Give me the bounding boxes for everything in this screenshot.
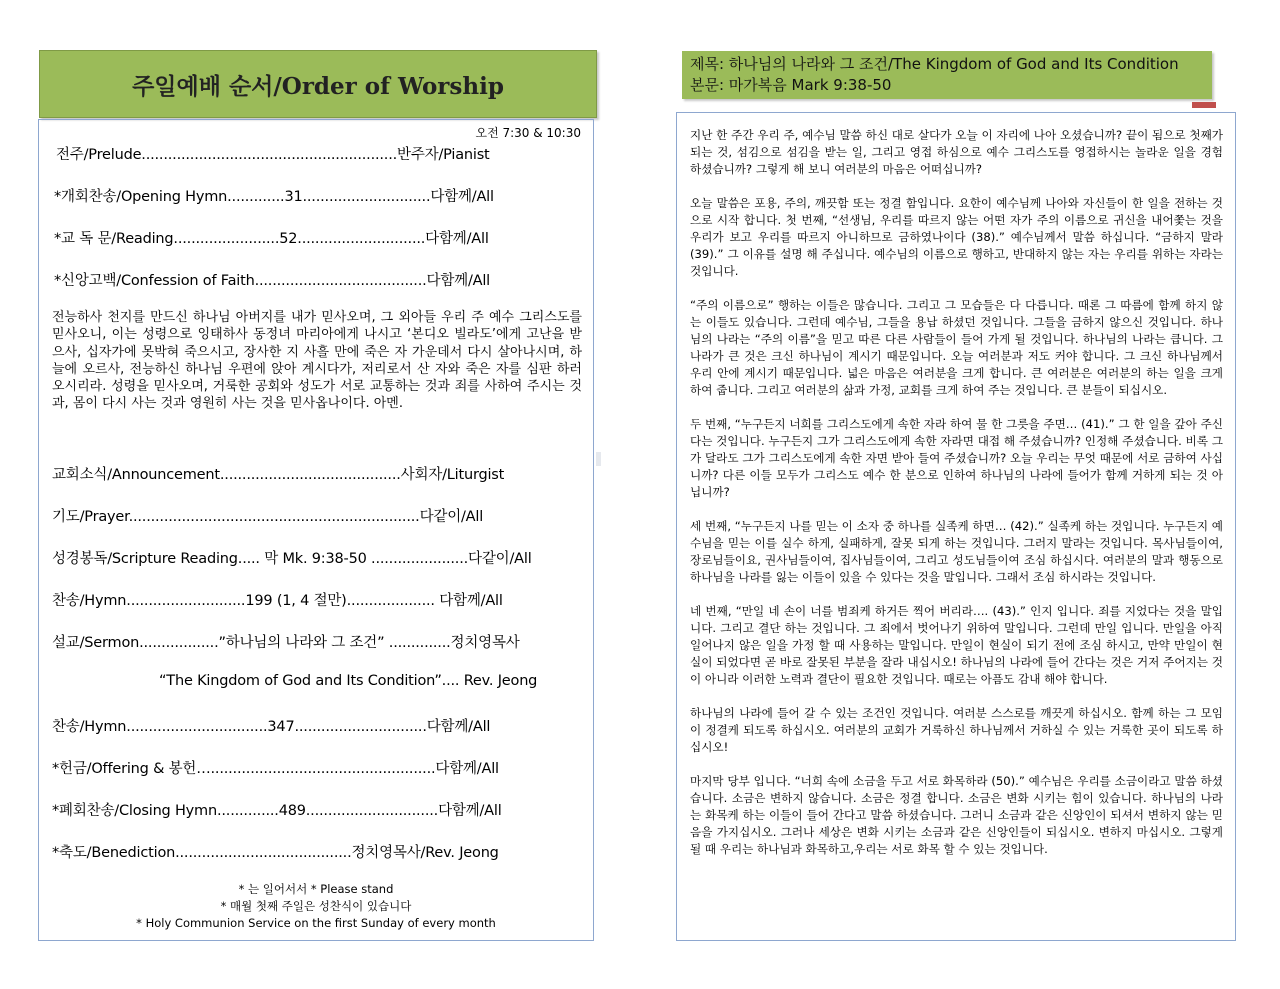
service-times: 오전 7:30 & 10:30 (475, 126, 581, 140)
order-item-benediction (52, 841, 499, 862)
order-item-leader: 정치영목사 (450, 635, 520, 651)
order-item-text: 성경봉독/Scripture Reading..... 막 Mk. 9:38-50 ...................... (52, 551, 469, 567)
order-item-confession (54, 269, 490, 290)
order-item-leader: 다함께/All (438, 803, 502, 819)
order-item-text: 찬송/Hymn...........................199 (1, 4 절만).................... (52, 593, 435, 609)
order-item-scripture (52, 547, 532, 568)
order-title: 주일예배 순서/Order of Worship (132, 72, 504, 100)
order-item-text: *교 독 문/Reading........................52............................. (54, 231, 426, 247)
sermon-paragraph-1: 지난 한 주간 우리 주, 예수님 말씀 하신 대로 살다가 오늘 이 자리에 나아 오셨습니까? 끝이 됨으로 첫째가 되는 것, 섬김으로 섬김을 받는 일, 그리고 영접 하심으로 예수 그리스도를 영접하시는 놀라운 일을 경험 하셨습니까? 그렇게 해 보니 여러분의 마음은 어떠십니까? (690, 128, 1223, 176)
sermon-paragraph-7: 하나님의 나라에 들어 갈 수 있는 조건인 것입니다. 여러분 스스로를 깨끗게 하십시오. 함께 하는 그 모임이 정결케 되도록 하십시오. 여러분의 교회가 거룩하신 하나님께서 거하실 수 있는 거룩한 곳이 되도록 하십시오! (690, 706, 1223, 754)
footnotes (39, 881, 593, 932)
sermon-title-line: 제목: 하나님의 나라와 그 조건/The Kingdom of God and Its Condition (690, 55, 1179, 73)
order-item-text: 설교/Sermon..................”하나님의 나라와 그 조건” .............. (52, 635, 451, 651)
order-item-leader: 다같이/All (419, 509, 484, 525)
order-item-leader: 정치영목사/Rev. Jeong (351, 845, 499, 861)
sermon-paragraph-2: 오늘 말씀은 포용, 주의, 깨끗함 또는 정결 함입니다. 요한이 예수님께 나아와 자신들이 한 일을 전하는 것으로 시작 합니다. 첫 번째, “선생님, 우리를 따르지 않는 어떤 자가 주의 이름으로 귀신을 내어쫓는 것을 우리가 보고 우리를 따르지 아니하므로 금하였나이다 (38).” 예수님께서 말씀 하십니다. “금하지 말라 (39).” 그 이유를 설명 해 주십니다. 예수님의 이름으로 행하고, 반대하지 않는 자는 우리를 위하는 자라는 것입니다. (690, 196, 1223, 278)
order-item-leader: 다함께/All (434, 593, 503, 609)
order-item-leader: 다함께/All (425, 231, 489, 247)
sermon-english-title: “The Kingdom of God and Its Condition”.... Rev. Jeong (159, 673, 538, 689)
order-item-text: 전주/Prelude.......................................................... (56, 147, 398, 163)
footnote-communion-ko: * 매월 첫째 주일은 성찬식이 있습니다 (220, 899, 412, 913)
order-item-opening-hymn (54, 185, 494, 206)
order-item-hymn (52, 589, 503, 610)
footnote-communion-en: * Holy Communion Service on the first Sunday of every month (136, 916, 496, 930)
order-item-leader: 사회자/Liturgist (400, 467, 505, 483)
order-item-leader: 다함께/All (426, 273, 491, 289)
order-item-text: *축도/Benediction........................................ (52, 845, 352, 861)
order-item-text: *헌금/Offering & 봉헌…................................................... (52, 761, 436, 777)
order-item-text: *신앙고백/Confession of Faith....................................... (54, 273, 427, 289)
accent-mark (1192, 102, 1216, 108)
order-item-leader: 반주자/Pianist (397, 147, 490, 163)
sermon-scripture-line: 본문: 마가복음 Mark 9:38-50 (690, 76, 892, 94)
order-item-text: *폐회찬송/Closing Hymn..............489.............................. (52, 803, 439, 819)
order-item-prayer (52, 505, 483, 526)
sermon-paragraph-5: 세 번째, “누구든지 나를 믿는 이 소자 중 하나를 실족케 하면… (42).” 실족케 하는 것입니다. 누구든지 예수님을 믿는 이를 실수 하게, 실패하게, 잘못 되게 하는 것입니다. 그러지 말라는 것입니다. 목사님들이여, 장로님들이요, 권사님들이여, 집사님들이여, 그리고 성도님들이여 조심 하십시다. 여러분의 말과 행동으로 하나님을 나라를 잃는 이들이 있을 수 있다는 것을 말입니다. 그래서 조심 하시라는 것입니다. (690, 519, 1223, 584)
sermon-paragraph-4: 두 번째, “누구든지 너희를 그리스도에게 속한 자라 하여 물 한 그릇을 주면… (41).” 그 한 일을 갚아 주신다는 것입니다. 누구든지 그가 그리스도에게 속한 자라면 대접 해 주셨습니까? 인정해 주셨습니다. 비록 그가 달라도 그가 그리스도에게 속한 자면 받아 들여 주셨습니까? 오늘 우리는 무엇 때문에 서로 금하여 사십니까? 다른 이들 모두가 그리스도 예수 한 분으로 인하여 하나님의 나라에 들어가 함께 거하게 되는 것 아닙니까? (690, 417, 1223, 499)
order-item-text: 찬송/Hymn................................347.............................. (52, 719, 427, 735)
order-item-text: *개회찬송/Opening Hymn.............31............................. (54, 189, 431, 205)
order-item-offering (52, 757, 499, 778)
order-item-leader: 다함께/All (435, 761, 499, 777)
sermon-paragraph-8: 마지막 당부 입니다. “너희 속에 소금을 두고 서로 화목하라 (50).” 예수님은 우리를 소금이라고 말씀 하셨습니다. 소금은 변하지 않습니다. 소금은 정결 합니다. 소금은 변화 시키는 힘이 있습니다. 하나님의 나라는 화목케 하는 이들이 들어 간다고 말씀 하셨습니다. 그러니 소금과 같은 신앙인이 되셔서 변하지 않는 믿음을 가지십시오. 그러나 세상은 변화 시키는 소금과 같은 신앙인들이 되십시오. 변하지 마십시오. 그렇게 될 때 우리는 하나님과 화목하고,우리는 서로 화목 할 수 있는 것입니다. (690, 774, 1223, 856)
sermon-header (682, 51, 1212, 99)
page-gutter-mark (596, 452, 601, 466)
order-item-closing-hymn (52, 799, 502, 820)
footnote-stand: * 는 일어서서 * Please stand (238, 882, 394, 896)
order-of-worship-panel (38, 119, 594, 941)
apostles-creed-text: 전능하사 천지를 만드신 하나님 아버지를 내가 믿사오며, 그 외아들 우리 주 예수 그리스도를 믿사오니, 이는 성령으로 잉태하사 동정녀 마리아에게 나시고 ‘본디오 빌라도’에게 고난을 받으사, 십자가에 못박혀 죽으시고, 장사한 지 사흘 만에 죽은 자 가운데서 다시 살아나시며, 하늘에 오르사, 전능하신 하나님 우편에 앉아 계시다가, 저리로서 산 자와 죽은 자를 심판 하러 오시리라. 성령을 믿사오며, 거룩한 공회와 성도가 서로 교통하는 것과 죄를 사하여 주시는 것과, 몸이 다시 사는 것과 영원히 사는 것을 믿사옵나이다. 아멘. (52, 310, 582, 412)
order-item-leader: 다같이/All (468, 551, 532, 567)
order-title-banner (39, 50, 597, 118)
order-item-sermon (52, 631, 520, 652)
order-item-text: 교회소식/Announcement......................................... (52, 467, 401, 483)
order-item-reading (54, 227, 489, 248)
order-item-leader: 다함께/All (430, 189, 494, 205)
order-item-prelude (56, 143, 490, 164)
order-item-hymn-2 (52, 715, 490, 736)
sermon-panel (676, 112, 1236, 941)
order-item-leader: 다함께/All (426, 719, 491, 735)
order-item-text: 기도/Prayer.................................................................. (52, 509, 420, 525)
sermon-paragraph-6: 네 번째, “만일 네 손이 너를 범죄케 하거든 찍어 버리라…. (43).” 인지 입니다. 죄를 지었다는 것을 말입니다. 그리고 결단 하는 것입니다. 그 죄에서 벗어나기 위하여 말입니다. 그런데 만일 입니다. 만일을 아직 일어나지 않은 일을 가정 할 때 사용하는 말입니다. 만일이 현실이 되기 전에 조심 하시고, 만약 만일이 현실이 되었다면 곧 바로 잘못된 부분을 잘라 내십시오! 하나님의 나라에 들어 간다는 것은 거저 주어지는 것이 아니라 이러한 노력과 결단이 필요한 것입니다. 때로는 아픔도 감내 해야 합니다. (690, 604, 1223, 686)
sermon-paragraph-3: “주의 이름으로” 행하는 이들은 많습니다. 그리고 그 모습들은 다 다릅니다. 때론 그 따름에 함께 하지 않는 이들도 있습니다. 그런데 예수님, 그들을 용납 하셨던 것입니다. 그들을 금하지 않으신 것입니다. 하나님의 나라는 “주의 이름”을 믿고 따른 다른 사람들이 들어 가게 될 것입니다. 하나님의 나라는 큽니다. 그 나라가 큰 것은 크신 하나님이 계시기 때문입니다. 오늘 여러분과 저도 커야 합니다. 그 크신 하나님께서 우리 안에 계시기 때문입니다. 넓은 마음은 여러분을 크게 합니다. 큰 여러분은 여러분의 하는 일을 크게 하여 줍니다. 그리고 여러분의 삶과 가정, 교회를 크게 하여 주는 것입니다. 큰 분들이 되십시오. (690, 298, 1223, 397)
order-item-announcement (52, 463, 504, 484)
